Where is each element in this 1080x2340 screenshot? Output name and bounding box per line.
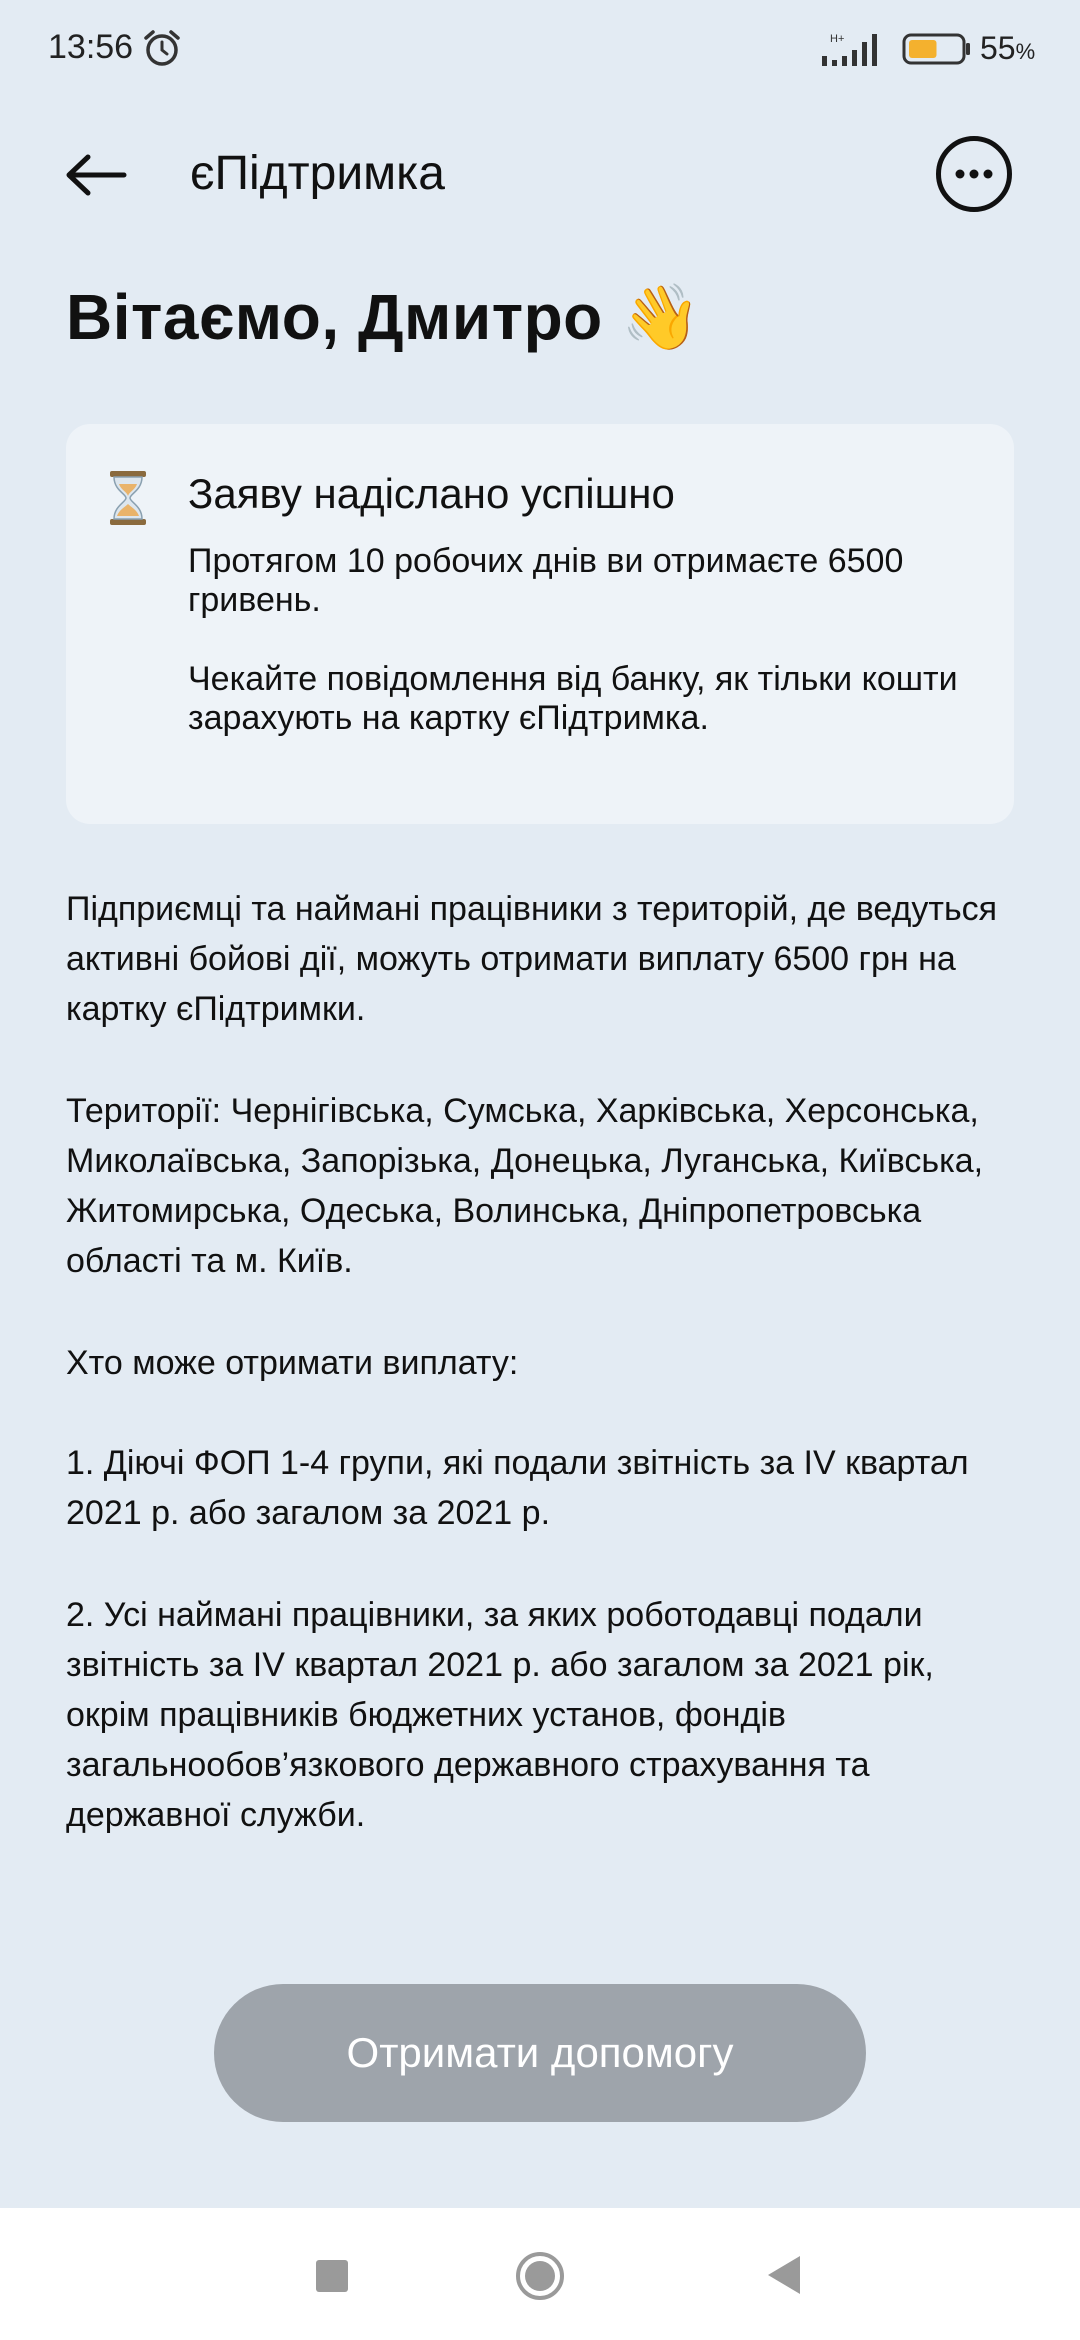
card-title: Заяву надіслано успішно <box>188 470 675 517</box>
more-options-button[interactable] <box>936 136 1012 212</box>
signal-icon <box>820 30 890 68</box>
status-time: 13:56 <box>48 28 134 66</box>
status-bar <box>0 0 1080 100</box>
card-text-bank-notice: Чекайте повідомлення від банку, як тільки кошти зарахують на картку єПідтримка. <box>188 660 958 737</box>
battery-level <box>909 40 937 58</box>
system-navigation-bar <box>0 2208 1080 2340</box>
battery-icon <box>902 32 972 66</box>
battery-percentage: 55% <box>980 30 1036 66</box>
app-title: єПідтримка <box>190 147 445 200</box>
alarm-clock-icon <box>142 28 182 68</box>
back-button[interactable] <box>56 140 136 210</box>
home-icon[interactable] <box>514 2250 566 2302</box>
nav-back-icon[interactable] <box>764 2254 804 2296</box>
get-help-button[interactable]: Отримати допомогу <box>214 1984 866 2122</box>
info-paragraph-eligibility-heading: Хто може отримати виплату: <box>66 1344 519 1382</box>
info-paragraph-territories: Території: Чернігівська, Сумська, Харківська, Херсонська, Миколаївська, Запорізька, Донецька, Луганська, Київська, Житомирська, Одеська, Волинська, Дніпропетровська області та м. Київ. <box>66 1092 984 1280</box>
app-bar <box>0 120 1080 230</box>
network-type: H+ <box>830 33 845 45</box>
more-horizontal-icon <box>954 168 994 180</box>
info-paragraph-intro: Підприємці та наймані працівники з територій, де ведуться активні бойові дії, можуть отримати виплату 6500 грн на картку єПідтримки. <box>66 890 998 1028</box>
info-paragraph-eligibility-1: 1. Діючі ФОП 1-4 групи, які подали звітність за IV квартал 2021 р. або загалом за 2021 р. <box>66 1444 969 1532</box>
greeting-title: Вітаємо, Дмитро 👋 <box>66 281 702 353</box>
card-text-amount: Протягом 10 робочих днів ви отримаєте 6500 гривень. <box>188 542 904 619</box>
arrow-left-icon <box>64 153 128 197</box>
recent-apps-icon[interactable] <box>316 2260 348 2292</box>
hourglass-icon <box>108 470 148 526</box>
application-status-card <box>66 424 1014 824</box>
info-paragraph-eligibility-2: 2. Усі наймані працівники, за яких роботодавці подали звітність за IV квартал 2021 р. або загалом за 2021 рік, окрім працівників бюджетних установ, фондів загальнообов’язкового державного страхування та державної служби. <box>66 1596 934 1834</box>
